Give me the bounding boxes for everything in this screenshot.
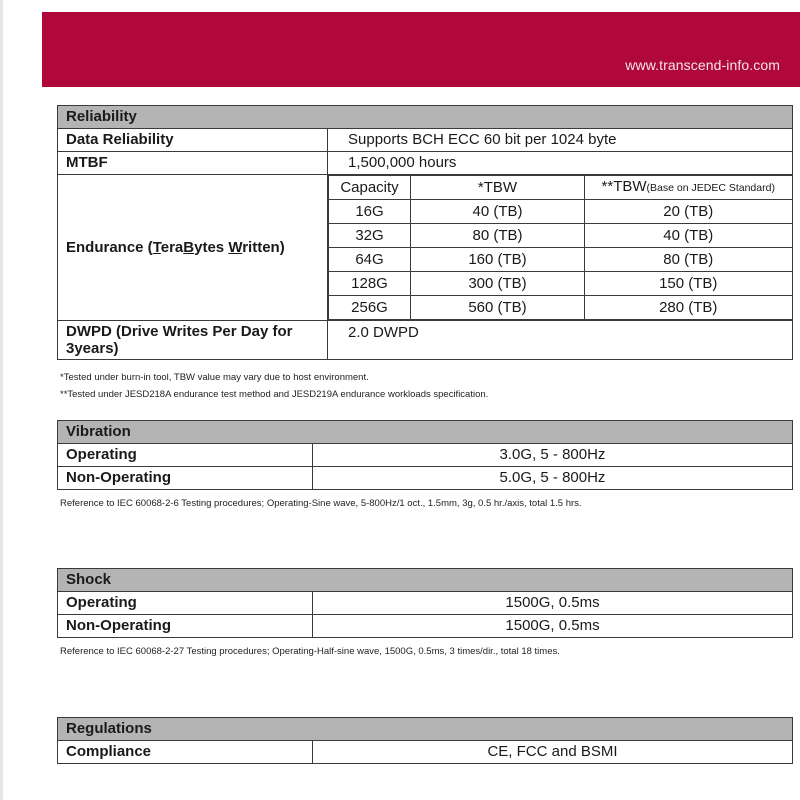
shock-operating-value: 1500G, 0.5ms bbox=[313, 592, 793, 615]
capacity-header: Capacity bbox=[329, 176, 411, 200]
table-row bbox=[58, 444, 793, 467]
endurance-label-part: W bbox=[228, 238, 243, 256]
shock-operating-label: Operating bbox=[58, 592, 313, 615]
header-banner bbox=[42, 12, 800, 87]
endurance-subtable-cell bbox=[328, 175, 793, 321]
endurance-label-part: Endurance ( bbox=[66, 238, 153, 256]
tbw-jedec-cell: 150 (TB) bbox=[585, 272, 793, 296]
tbw-jedec-header bbox=[585, 176, 793, 200]
dwpd-value: 2.0 DWPD bbox=[328, 321, 793, 360]
tbw-jedec-header-suffix: (Base on JEDEC Standard) bbox=[646, 182, 775, 194]
endurance-row-item bbox=[329, 224, 793, 248]
tbw-jedec-cell: 80 (TB) bbox=[585, 248, 793, 272]
table-row bbox=[58, 592, 793, 615]
table-row bbox=[58, 152, 793, 175]
website-url: www.transcend-info.com bbox=[625, 57, 780, 73]
endurance-row-item bbox=[329, 200, 793, 224]
capacity-cell: 16G bbox=[329, 200, 411, 224]
vibration-nonoperating-label: Non-Operating bbox=[58, 467, 313, 490]
capacity-cell: 128G bbox=[329, 272, 411, 296]
capacity-cell: 32G bbox=[329, 224, 411, 248]
vibration-heading: Vibration bbox=[58, 421, 793, 444]
vibration-footnote: Reference to IEC 60068-2-6 Testing procedures; Operating-Sine wave, 5-800Hz/1 oct., 1.5mm, 3g, 0.5 hr./axis, total 1.5 hrs. bbox=[60, 498, 582, 509]
data-reliability-label: Data Reliability bbox=[58, 129, 328, 152]
shock-footnote: Reference to IEC 60068-2-27 Testing procedures; Operating-Half-sine wave, 1500G, 0.5ms, 3 times/dir., total 18 times. bbox=[60, 646, 560, 657]
endurance-label-part: ytes bbox=[194, 238, 229, 256]
endurance-subtable bbox=[328, 175, 793, 320]
endurance-label-part: T bbox=[152, 238, 161, 256]
tbw-cell: 40 (TB) bbox=[411, 200, 585, 224]
reliability-table bbox=[57, 105, 793, 360]
table-row bbox=[58, 615, 793, 638]
shock-nonoperating-label: Non-Operating bbox=[58, 615, 313, 638]
vibration-operating-label: Operating bbox=[58, 444, 313, 467]
tbw-jedec-cell: 40 (TB) bbox=[585, 224, 793, 248]
tbw-jedec-header-main: **TBW bbox=[601, 178, 647, 195]
tbw-jedec-cell: 280 (TB) bbox=[585, 296, 793, 320]
dwpd-label: DWPD (Drive Writes Per Day for 3years) bbox=[58, 321, 328, 360]
data-reliability-value: Supports BCH ECC 60 bit per 1024 byte bbox=[328, 129, 793, 152]
endurance-row-item bbox=[329, 296, 793, 320]
tbw-cell: 560 (TB) bbox=[411, 296, 585, 320]
tbw-cell: 80 (TB) bbox=[411, 224, 585, 248]
endurance-label bbox=[58, 175, 328, 321]
tbw-header: *TBW bbox=[411, 176, 585, 200]
shock-nonoperating-value: 1500G, 0.5ms bbox=[313, 615, 793, 638]
compliance-label: Compliance bbox=[58, 741, 313, 764]
table-row bbox=[58, 741, 793, 764]
capacity-cell: 64G bbox=[329, 248, 411, 272]
regulations-table bbox=[57, 717, 793, 764]
capacity-cell: 256G bbox=[329, 296, 411, 320]
table-row bbox=[58, 321, 793, 360]
table-row bbox=[58, 467, 793, 490]
endurance-label-part: B bbox=[183, 238, 195, 256]
endurance-row bbox=[58, 175, 793, 321]
shock-table bbox=[57, 568, 793, 638]
table-row bbox=[58, 129, 793, 152]
vibration-nonoperating-value: 5.0G, 5 - 800Hz bbox=[313, 467, 793, 490]
endurance-row-item bbox=[329, 248, 793, 272]
regulations-heading: Regulations bbox=[58, 718, 793, 741]
endurance-label-part: ritten) bbox=[242, 238, 285, 256]
tbw-cell: 300 (TB) bbox=[411, 272, 585, 296]
jedec-footnote: **Tested under JESD218A endurance test method and JESD219A endurance workloads specification. bbox=[60, 389, 489, 400]
endurance-header-row bbox=[329, 176, 793, 200]
reliability-heading: Reliability bbox=[58, 106, 793, 129]
mtbf-value: 1,500,000 hours bbox=[328, 152, 793, 175]
endurance-row-item bbox=[329, 272, 793, 296]
vibration-operating-value: 3.0G, 5 - 800Hz bbox=[313, 444, 793, 467]
endurance-label-part: era bbox=[160, 238, 184, 256]
tbw-cell: 160 (TB) bbox=[411, 248, 585, 272]
page-edge bbox=[0, 0, 3, 800]
vibration-table bbox=[57, 420, 793, 490]
compliance-value: CE, FCC and BSMI bbox=[313, 741, 793, 764]
shock-heading: Shock bbox=[58, 569, 793, 592]
mtbf-label: MTBF bbox=[58, 152, 328, 175]
tbw-jedec-cell: 20 (TB) bbox=[585, 200, 793, 224]
tbw-footnote: *Tested under burn-in tool, TBW value may vary due to host environment. bbox=[60, 372, 369, 383]
